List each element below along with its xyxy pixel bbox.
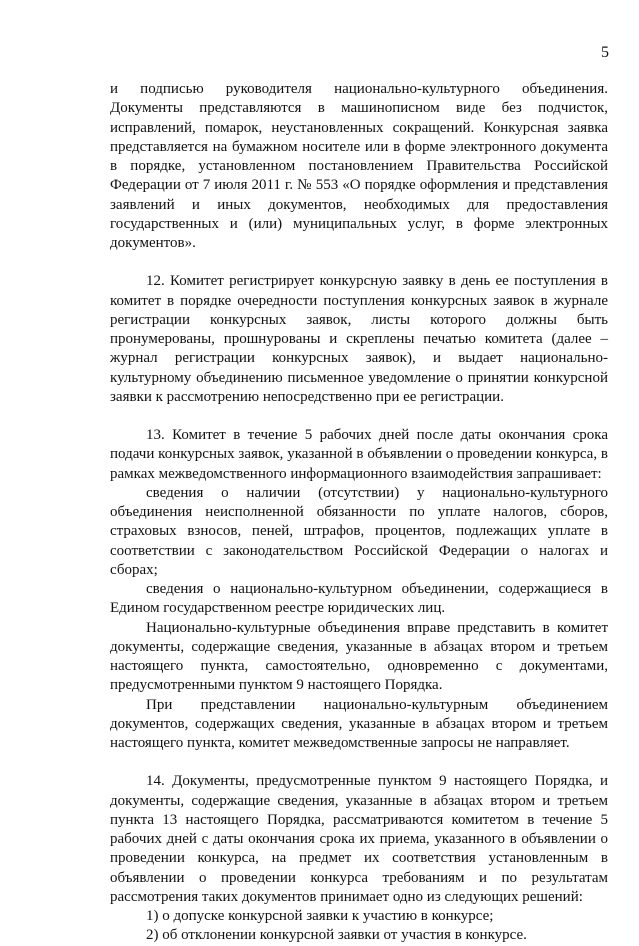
paragraph-item-13-tax-info: сведения о наличии (отсутствии) у национально-культурного объединения неисполненной обязанности по уплате налогов, сборов, страховых взносов, пеней, штрафов, процентов, подлежащих уплате в соответствии с законодательством Российской Федерации о налогах и сборах; (110, 484, 608, 578)
paragraph-item-13: 13. Комитет в течение 5 рабочих дней после даты окончания срока подачи конкурсных заявок, указанной в объявлении о проведении конкурса, в рамках межведомственного информационного взаимодействия запрашивает: (110, 427, 608, 482)
paragraph-item-14-decision-1: 1) о допуске конкурсной заявки к участию в конкурсе; (146, 908, 494, 924)
paragraph-item-13-no-requests: При представлении национально-культурным объединением документов, содержащих сведения, указанные в абзацах втором и третьем настоящего пункта, комитет межведомственные запросы не направляет. (110, 696, 608, 751)
paragraph-item-13-registry-info: сведения о национально-культурном объединении, содержащиеся в Едином государственном реестре юридических лиц. (110, 581, 608, 617)
document-body (110, 80, 608, 946)
paragraph-item-12: 12. Комитет регистрирует конкурсную заявку в день ее поступления в комитет в порядке очередности поступления конкурсных заявок в журнале регистрации конкурсных заявок, листы которого должны быть пронумерованы, прошнурованы и скреплены печатью комитета (далее – журнал регистрации конкурсных заявок), и выдает национально-культурному объединению письменное уведомление о принятии конкурсной заявки к рассмотрению непосредственно при ее регистрации. (110, 273, 608, 405)
paragraph-item-14-decision-2: 2) об отклонении конкурсной заявки от участия в конкурсе. (146, 927, 527, 944)
paragraph-continuation: и подписью руководителя национально-культурного объединения. Документы представляются в машинописном виде без подчисток, исправлений, помарок, неустановленных сокращений. Конкурсная заявка представляется на бумажном носителе или в форме электронного документа в порядке, установленном постановлением Правительства Российской Федерации от 7 июля 2011 г. № 553 «О порядке оформления и представления заявлений и иных документов, необходимых для предоставления государственных и (или) муниципальных услуг, в форме электронных документов». (110, 81, 608, 251)
paragraph-item-13-self-submit: Национально-культурные объединения вправе представить в комитет документы, содержащие сведения, указанные в абзацах втором и третьем настоящего пункта, самостоятельно, одновременно с документами, предусмотренными пунктом 9 настоящего Порядка. (110, 619, 608, 694)
page-number: 5 (601, 44, 609, 61)
paragraph-item-14: 14. Документы, предусмотренные пунктом 9 настоящего Порядка, и документы, содержащие сведения, указанные в абзацах втором и третьем пункта 13 настоящего Порядка, рассматриваются комитетом в течение 5 рабочих дней с даты окончания срока их приема, указанного в объявлении о проведении конкурса, на предмет их соответствия установленным в объявлении о проведении конкурса требованиям и по результатам рассмотрения таких документов принимает одно из следующих решений: (110, 773, 608, 905)
